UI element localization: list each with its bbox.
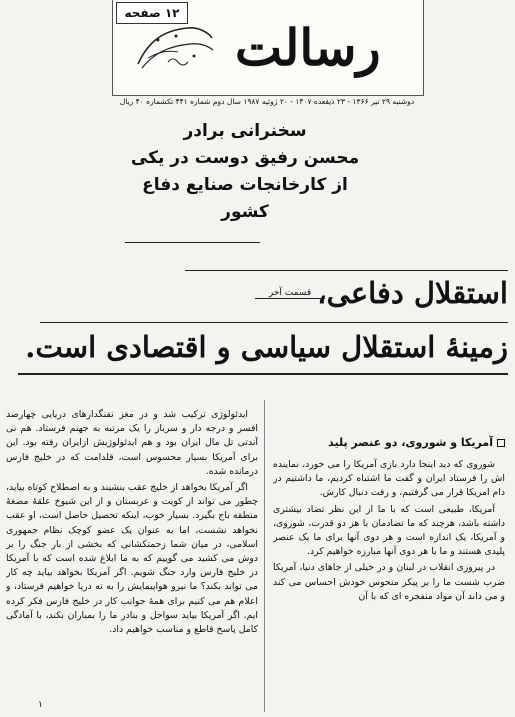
right-column [273,458,505,688]
left-paragraph-1: ایدئولوژی ترکیب شد و در مغز تفنگدارهای دریایی چهارصد افسر و درجه دار و سرباز را یک مرتبه به جهنم فرستاد. هم نی آندتی تل مال ایران بود و هم ایدئولوژیش ازایران رفته بود. این برای آمریکا بسیار محسوس است، قلدامت که در خلیج فارس درمانده شده. [6,409,258,477]
right-paragraph-1: شوروی که دید اینجا دارد بازی آمریکا را می خورد، نماینده اش را فرستاد ایران و گفت ما اشتباه کردیم، ما داشتیم در دام امریکا قرار می گرفتیم، و رفت دنبال کارش. [273,459,505,499]
left-paragraph-2: اگر آمریکا بخواهد از خلیج عقب بنشیند و به اصطلاح کوتاه بیاید، چطور می تواند از کویت و عربستان و از این شیوخ علقهٔ مضغهٔ منطقه باج بگیرد. بسیار خوب، اینکه تحصیل حاصل است، او عقب نخواهد نشست، اما به عنوان یک عضو کوچک نظام جمهوری اسلامی، در میان شما زحمتکشانی که بخشی از بار جنگ را بر دوش می کشید می گوییم که به ما ابلاغ شده است که با آمریکا در خلیج فارس وارد جنگ شویم. اگر آمریکا بخواهد بیاید چه کار می تواند بکند؟ ما نیرو هواپیمایش را به ته دریا خواهیم فرستاد، و اعلام هم می کنیم برای همهٔ جوانب کار در خلیج فارس فکر کرده ایم. اگر آمریکا بیاید سواحل و بنادر ما را بمباران بکند، با آمادگی کامل پاسخ قاطع و مناسب خواهیم داد. [6,482,258,636]
right-paragraph-2: آمریکا، طبیعی است که با ما از این نظر تضاد بیشتری داشته باشد، هرچند که ما تضادمان با هر دو قدرت، شوروی، و آمریکا، یک اندازه است و هر دوی آنها برای ما یک عنصر پلیدی هستند و ما با هر دوی آنها مبارزه خواهیم کرد. [273,503,505,558]
title-mid-rule [40,322,508,323]
heading-line-4: کشور [221,202,269,222]
square-bullet-icon [497,439,505,447]
speech-heading [110,118,380,226]
title-top-rule [185,270,508,271]
heading-underline [125,242,260,243]
heading-line-1: سخنرانی برادر [183,121,307,141]
right-paragraph-3: در پیروزی انقلاب در لبنان و در خیلی از جاهای دنیا، آمریکا ضرب شست ما را بر پیکر منحوس خودش احساس می کند و می داند آن مواد منفجره ای که با آن [273,562,505,602]
article-title-line-1: استقلال دفاعی، [317,276,508,310]
page-count-label: ۱۲ صفحه [116,2,188,24]
newspaper-logo: رسالت [235,18,381,77]
title-bottom-rule [18,373,508,375]
left-column [6,408,258,713]
article-title-line-2: زمینهٔ استقلال سیاسی و اقتصادی است. [25,330,508,364]
heading-line-3: از کارخانجات صنایع دفاع [142,175,348,195]
subhead-text: آمریکا و شوروی، دو عنصر پلید [328,436,493,449]
part-label: قسمت آخر [255,288,325,299]
section-subhead [300,436,505,449]
column-separator [264,400,265,712]
dateline: دوشنبه ۲۹ تیر ۱۳۶۶ - ۲۳ ذیقعده ۱۴۰۷ - ۲۰ ژوئیه ۱۹۸۷ سال دوم شماره ۴۴۱ تکشماره ۴۰ ریال [119,97,415,106]
heading-line-2: محسن رفیق دوست در یکی [130,148,360,168]
page-number: ۱ [38,700,43,710]
calligraphy-emblem-icon [128,22,218,74]
